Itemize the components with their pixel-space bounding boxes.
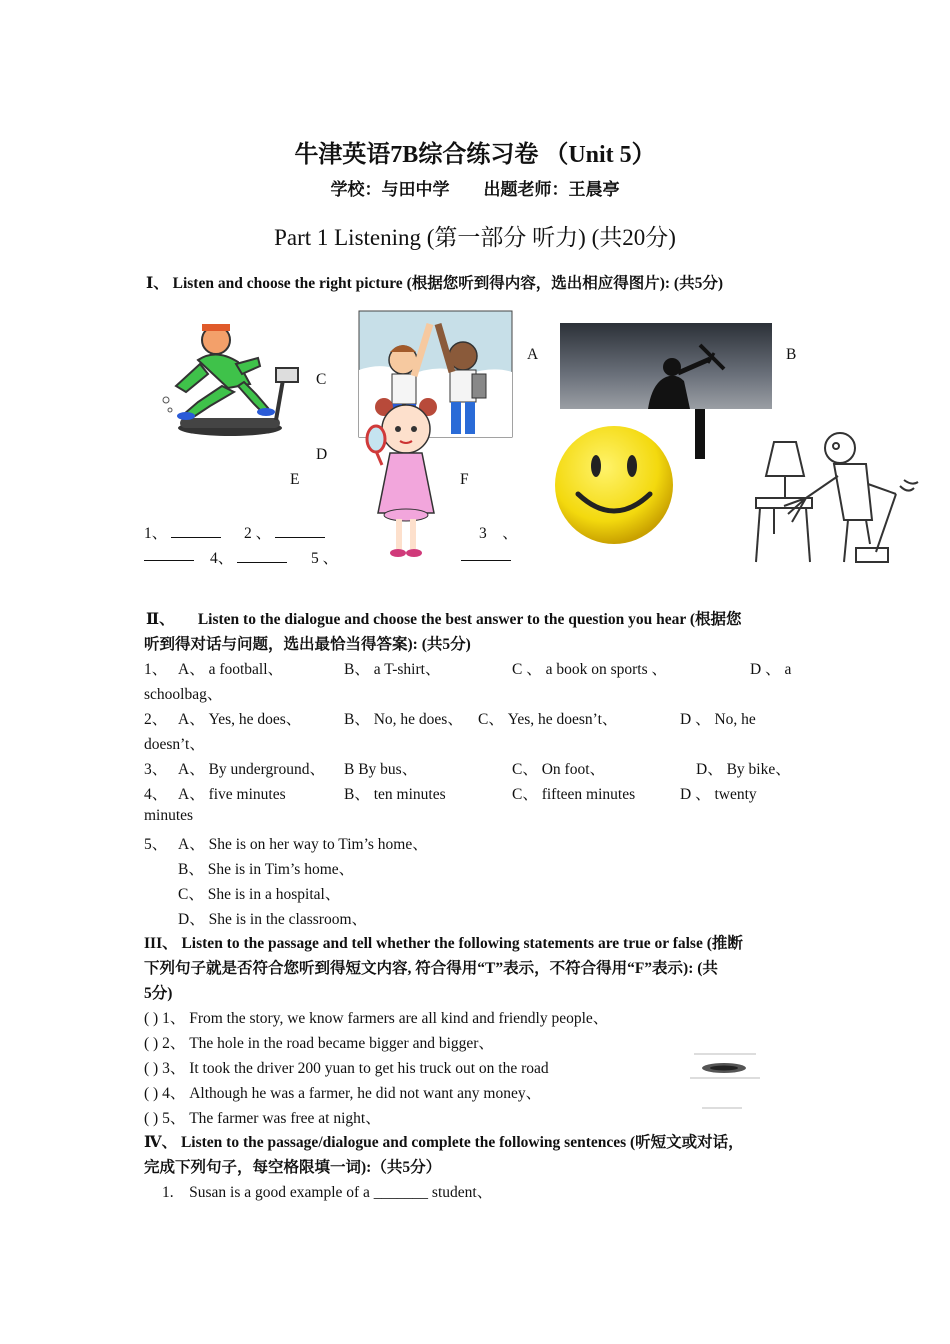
man-dusting-lamp-picture: [748, 424, 920, 570]
option-b[interactable]: B、 No, he does、: [344, 711, 463, 728]
question-2-5-option-b[interactable]: B、 She is in Tim’s home、: [178, 861, 355, 878]
option-a[interactable]: A、 five minutes: [178, 786, 286, 803]
section1-heading: Ⅰ、 Listen and choose the right picture (根据您听到得内容，选出相应得图片): (共5分): [146, 275, 723, 292]
blank-line[interactable]: [237, 548, 287, 563]
question-2-5-option-d[interactable]: D、 She is in the classroom、: [178, 911, 367, 928]
road-hole-picture: [686, 1034, 762, 1114]
question-number: 1、: [144, 661, 168, 678]
picture-label-f: F: [460, 471, 469, 488]
question-number: 4、: [144, 786, 168, 803]
tf-statement-1[interactable]: ( ) 1、 From the story, we know farmers are all kind and friendly people、: [144, 1010, 609, 1027]
option-a[interactable]: A、 Yes, he does、: [178, 711, 302, 728]
blank-line[interactable]: [171, 523, 221, 538]
tf-statement-4[interactable]: ( ) 4、 Although he was a farmer, he did not want any money、: [144, 1085, 542, 1102]
question-number: 3、: [144, 761, 168, 778]
option-d[interactable]: D 、 twenty: [680, 786, 757, 803]
page-title: 牛津英语7B综合练习卷 （Unit 5）: [294, 142, 656, 168]
blank-number-4: 4、: [210, 550, 234, 567]
question-2-5-option-c[interactable]: C、 She is in a hospital、: [178, 886, 341, 903]
section4-heading-line2: 完成下列句子，每空格限填一词):（共5分）: [144, 1159, 442, 1176]
section2-heading-line1: Ⅱ、 Listen to the dialogue and choose the best answer to the question you hear (根据您: [146, 611, 742, 628]
option-c[interactable]: C、 Yes, he doesn’t、: [478, 711, 618, 728]
question-2-5-number: 5、: [144, 836, 168, 853]
question-2-4-wrap: minutes: [144, 807, 194, 824]
question-number: 2、: [144, 711, 168, 728]
picture-label-d: D: [316, 446, 328, 463]
tf-statement-2[interactable]: ( ) 2、 The hole in the road became bigger and bigger、: [144, 1035, 494, 1052]
option-c[interactable]: C、 On foot、: [512, 761, 606, 778]
answer-blank-4[interactable]: [210, 546, 287, 568]
completion-item-1[interactable]: 1. Susan is a good example of a _______ student、: [162, 1184, 493, 1201]
answer-blank-1[interactable]: [144, 521, 221, 543]
option-d[interactable]: D、 By bike、: [696, 761, 791, 778]
section4-heading-line1: Ⅳ、 Listen to the passage/dialogue and complete the following sentences (听短文或对话，: [144, 1134, 744, 1151]
option-b[interactable]: B、 a T-shirt、: [344, 661, 441, 678]
option-c[interactable]: C、 fifteen minutes: [512, 786, 636, 803]
picture-label-e: E: [290, 471, 300, 488]
option-d[interactable]: D 、 a: [750, 661, 792, 678]
option-b[interactable]: B By bus、: [344, 761, 418, 778]
option-a[interactable]: A、 a football、: [178, 661, 284, 678]
smiley-face-picture: [552, 424, 676, 546]
blank-line[interactable]: [144, 546, 194, 561]
treadmill-runner-picture: [158, 318, 302, 446]
school-teacher-line: 学校：与田中学 出题老师：王晨亭: [330, 180, 620, 199]
blank-line[interactable]: [461, 546, 511, 561]
section3-heading-line3: 5分): [144, 985, 173, 1002]
question-2-1-wrap: schoolbag、: [144, 686, 223, 703]
picture-label-a: A: [527, 346, 539, 363]
option-b[interactable]: B、 ten minutes: [344, 786, 446, 803]
section2-heading-line2: 听到得对话与问题，选出最恰当得答案): (共5分): [144, 636, 471, 653]
option-d[interactable]: D 、 No, he: [680, 711, 756, 728]
part-heading: Part 1 Listening (第一部分 听力) (共20分): [274, 225, 676, 250]
answer-blank-2[interactable]: [244, 521, 325, 543]
answer-blank-3-number: 3 、: [479, 525, 518, 542]
answer-blank-5[interactable]: [461, 546, 511, 566]
blank-line[interactable]: [275, 523, 325, 538]
blank-number-1: 1、: [144, 525, 168, 542]
section3-heading-line2: 下列句子就是否符合您听到得短文内容, 符合得用“T”表示，不符合得用“F”表示): (共: [144, 960, 718, 977]
picture-label-b: B: [786, 346, 797, 363]
section3-heading-line1: III、 Listen to the passage and tell whether the following statements are true or false (推断: [144, 935, 743, 952]
picture-label-c: C: [316, 371, 327, 388]
option-c[interactable]: C 、 a book on sports 、: [512, 661, 668, 678]
answer-blank-5-number: 5 、: [311, 550, 339, 567]
tf-statement-5[interactable]: ( ) 5、 The farmer was free at night、: [144, 1110, 381, 1127]
question-2-5-option-a[interactable]: A、 She is on her way to Tim’s home、: [178, 836, 428, 853]
tf-statement-3[interactable]: ( ) 3、 It took the driver 200 yuan to get his truck out on the road: [144, 1060, 549, 1077]
blank-number-2: 2 、: [244, 525, 272, 542]
answer-blank-3[interactable]: [144, 546, 194, 566]
girl-with-mirror-picture: [362, 395, 450, 567]
option-a[interactable]: A、 By underground、: [178, 761, 325, 778]
question-2-2-wrap: doesn’t、: [144, 736, 205, 753]
